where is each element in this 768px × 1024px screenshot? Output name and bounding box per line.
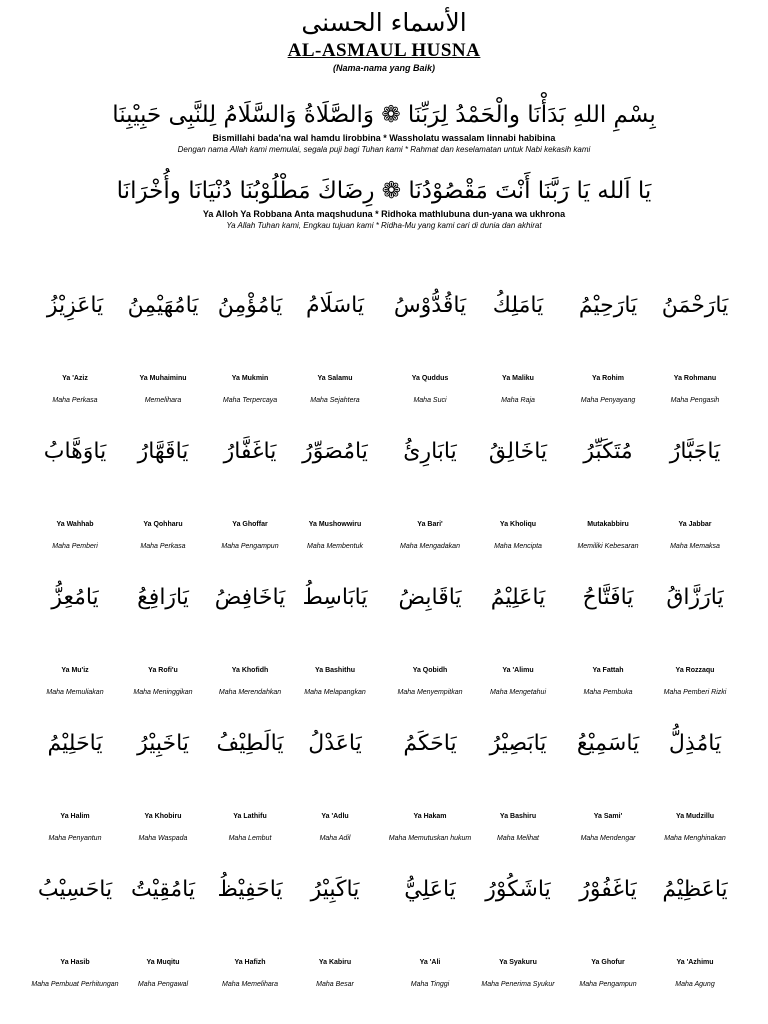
name-arabic: يَامُذِلُّ bbox=[668, 731, 722, 756]
name-transliteration: Ya Rofi'u bbox=[148, 667, 178, 674]
second-verse bbox=[0, 174, 768, 231]
name-arabic: يَاخَالِقُ bbox=[488, 439, 548, 464]
name-transliteration: Ya Qohharu bbox=[143, 521, 183, 528]
name-meaning: Memelihara bbox=[144, 397, 182, 404]
name-transliteration: Ya Muqitu bbox=[146, 959, 180, 966]
name-arabic: يَافَتَّاحُ bbox=[582, 585, 634, 610]
verse-transliteration: Bismillahi bada'na wal hamdu lirobbina * Wassholatu wassalam linnabi habibina bbox=[212, 133, 556, 143]
name-meaning: Maha Agung bbox=[675, 981, 715, 988]
name-cell bbox=[470, 580, 566, 704]
name-meaning: Maha Meninggikan bbox=[133, 689, 193, 696]
name-transliteration: Ya Lathifu bbox=[233, 813, 267, 820]
name-transliteration: Ya Muhaiminu bbox=[139, 375, 187, 382]
name-arabic: يَاعَلِيْمُ bbox=[490, 585, 546, 610]
name-arabic: يَابَصِيْرُ bbox=[489, 731, 547, 756]
opening-verse bbox=[0, 98, 768, 155]
names-row bbox=[0, 580, 768, 726]
name-cell bbox=[382, 434, 478, 558]
name-transliteration: Mutakabbiru bbox=[587, 521, 629, 528]
name-arabic: يَاحَلِيْمُ bbox=[47, 731, 103, 756]
name-cell bbox=[560, 726, 656, 850]
name-arabic: يَاقَابِضُ bbox=[398, 585, 462, 610]
names-row bbox=[0, 434, 768, 580]
name-meaning: Maha Pemberi Rizki bbox=[663, 689, 727, 696]
verse-meaning: Dengan nama Allah kami memulai, segala puji bagi Tuhan kami * Rahmat dan keselamatan untuk Nabi kekasih kami bbox=[177, 145, 591, 154]
name-arabic: يَاغَفَّارُ bbox=[223, 439, 277, 464]
name-cell bbox=[382, 872, 478, 996]
name-meaning: Maha Menghinakan bbox=[664, 835, 726, 842]
name-arabic: يَامُؤْمِنُ bbox=[217, 293, 283, 318]
name-meaning: Maha Memelihara bbox=[221, 981, 279, 988]
page-header bbox=[0, 6, 768, 74]
name-cell bbox=[560, 434, 656, 558]
name-cell bbox=[287, 872, 383, 996]
name-cell bbox=[470, 288, 566, 412]
name-meaning: Maha Raja bbox=[501, 397, 535, 404]
name-arabic: يَاحَسِيْبُ bbox=[37, 877, 113, 902]
name-cell bbox=[115, 434, 211, 558]
verse-meaning: Ya Allah Tuhan kami, Engkau tujuan kami * Ridha-Mu yang kami cari di dunia dan akhirat bbox=[226, 221, 542, 230]
name-transliteration: Ya Bari' bbox=[417, 521, 443, 528]
name-meaning: Maha Melihat bbox=[496, 835, 540, 842]
name-transliteration: Ya Kabiru bbox=[318, 959, 352, 966]
name-cell bbox=[115, 288, 211, 412]
name-cell bbox=[382, 288, 478, 412]
name-cell bbox=[560, 580, 656, 704]
name-transliteration: Ya Rozzaqu bbox=[675, 667, 715, 674]
name-meaning: Maha Besar bbox=[316, 981, 354, 988]
name-arabic: يَارَحْمَنُ bbox=[661, 293, 729, 318]
name-transliteration: Ya Hafizh bbox=[234, 959, 266, 966]
name-arabic: يَاعَظِيْمُ bbox=[662, 877, 728, 902]
name-transliteration: Ya 'Alimu bbox=[502, 667, 534, 674]
name-cell bbox=[560, 288, 656, 412]
names-grid bbox=[0, 288, 768, 1018]
name-meaning: Maha Lembut bbox=[228, 835, 272, 842]
name-meaning: Maha Merendahkan bbox=[218, 689, 282, 696]
name-transliteration: Ya Hakam bbox=[413, 813, 447, 820]
name-arabic: يَارَحِيْمُ bbox=[578, 293, 638, 318]
name-cell bbox=[647, 288, 743, 412]
name-transliteration: Ya Khofidh bbox=[231, 667, 269, 674]
name-cell bbox=[115, 726, 211, 850]
name-transliteration: Ya Kholiqu bbox=[499, 521, 537, 528]
name-cell bbox=[287, 288, 383, 412]
name-arabic: يَاعَلِيُّ bbox=[404, 877, 456, 902]
name-cell bbox=[287, 434, 383, 558]
name-meaning: Maha Memutuskan hukum bbox=[388, 835, 472, 842]
latin-title: AL-ASMAUL HUSNA bbox=[287, 40, 481, 61]
name-meaning: Maha Pengampun bbox=[579, 981, 637, 988]
name-cell bbox=[287, 580, 383, 704]
name-meaning: Maha Penyayang bbox=[580, 397, 636, 404]
name-arabic: يَارَزَّاقُ bbox=[666, 585, 724, 610]
name-cell bbox=[202, 288, 298, 412]
name-cell bbox=[27, 726, 123, 850]
name-transliteration: Ya Mu'iz bbox=[61, 667, 89, 674]
name-arabic: يَابَارِئُ bbox=[403, 439, 457, 464]
name-transliteration: Ya Wahhab bbox=[56, 521, 94, 528]
name-cell bbox=[27, 872, 123, 996]
name-meaning: Maha Mengetahui bbox=[489, 689, 547, 696]
name-cell bbox=[647, 872, 743, 996]
name-transliteration: Ya Fattah bbox=[592, 667, 624, 674]
name-arabic: يَامُصَوِّرُ bbox=[302, 439, 368, 464]
name-cell bbox=[382, 726, 478, 850]
name-transliteration: Ya Mushowwiru bbox=[308, 521, 362, 528]
name-arabic: يَابَاسِطُ bbox=[302, 585, 368, 610]
name-meaning: Maha Suci bbox=[413, 397, 447, 404]
name-meaning: Maha Mencipta bbox=[494, 543, 542, 550]
verse-arabic: بِسْمِ اللهِ بَدَأْنَا والْحَمْدُ لِرَبِّنَا ❁ وَالصَّلَاةُ وَالسَّلَامُ لِلنَّبِى حَبِيْبِنَا bbox=[112, 102, 656, 128]
name-arabic: يَارَافِعُ bbox=[137, 585, 189, 610]
name-arabic: يَاوَهَّابُ bbox=[43, 439, 107, 464]
name-arabic: يَاعَدْلُ bbox=[308, 731, 362, 756]
name-meaning: Maha Memuliakan bbox=[46, 689, 104, 696]
names-row bbox=[0, 288, 768, 434]
name-arabic: يَاقَهَّارُ bbox=[137, 439, 189, 464]
name-cell bbox=[202, 434, 298, 558]
name-meaning: Maha Sejahtera bbox=[310, 397, 360, 404]
name-meaning: Maha Melapangkan bbox=[304, 689, 366, 696]
name-cell bbox=[470, 434, 566, 558]
name-transliteration: Ya Ghofur bbox=[591, 959, 625, 966]
name-meaning: Memiliki Kebesaran bbox=[577, 543, 639, 550]
name-meaning: Maha Pengampun bbox=[221, 543, 279, 550]
name-meaning: Maha Membentuk bbox=[306, 543, 364, 550]
name-cell bbox=[470, 726, 566, 850]
name-cell bbox=[115, 580, 211, 704]
name-transliteration: Ya Halim bbox=[60, 813, 90, 820]
name-arabic: يَاعَزِيْزُ bbox=[46, 293, 104, 318]
name-cell bbox=[27, 434, 123, 558]
name-cell bbox=[202, 580, 298, 704]
name-arabic: يَامُقِيْتُ bbox=[131, 877, 195, 902]
name-transliteration: Ya Rohmanu bbox=[673, 375, 717, 382]
name-meaning: Maha Mendengar bbox=[580, 835, 636, 842]
name-transliteration: Ya Hasib bbox=[60, 959, 90, 966]
verse-arabic: يَا اَلله يَا رَبَّنَا أَنْتَ مَقْصُوْدُنَا ❁ رِضَاكَ مَطْلُوْبُنَا دُنْيَانَا وأُخْرَانَا bbox=[116, 178, 652, 204]
name-arabic: يَاسَلَامُ bbox=[305, 293, 364, 318]
name-transliteration: Ya Maliku bbox=[502, 375, 534, 382]
name-arabic: يَامُعِزُّ bbox=[51, 585, 99, 610]
name-meaning: Maha Penyantun bbox=[48, 835, 102, 842]
name-transliteration: Ya Sami' bbox=[593, 813, 623, 820]
name-meaning: Maha Tinggi bbox=[410, 981, 450, 988]
name-arabic: يَاحَكَمُ bbox=[403, 731, 457, 756]
name-transliteration: Ya Bashiru bbox=[499, 813, 537, 820]
verse-transliteration: Ya Alloh Ya Robbana Anta maqshuduna * Ridhoka mathlubuna dun-yana wa ukhrona bbox=[202, 209, 566, 219]
name-transliteration: Ya 'Azhimu bbox=[676, 959, 714, 966]
name-meaning: Maha Memaksa bbox=[670, 543, 720, 550]
name-arabic: يَاغَفُوْرُ bbox=[579, 877, 637, 902]
name-cell bbox=[647, 726, 743, 850]
name-meaning: Maha Pembuat Perhitungan bbox=[31, 981, 119, 988]
name-cell bbox=[647, 434, 743, 558]
name-cell bbox=[202, 726, 298, 850]
name-meaning: Maha Waspada bbox=[138, 835, 188, 842]
name-arabic: مُتَكَبِّرُ bbox=[583, 439, 633, 464]
name-arabic: يَاشَكُوْرُ bbox=[485, 877, 551, 902]
name-transliteration: Ya Khobiru bbox=[144, 813, 182, 820]
name-cell bbox=[202, 872, 298, 996]
name-transliteration: Ya 'Aziz bbox=[62, 375, 88, 382]
name-meaning: Maha Perkasa bbox=[140, 543, 186, 550]
name-meaning: Maha Perkasa bbox=[52, 397, 98, 404]
name-arabic: يَامُهَيْمِنُ bbox=[127, 293, 199, 318]
name-meaning: Maha Mengadakan bbox=[400, 543, 460, 550]
name-meaning: Maha Pemberi bbox=[52, 543, 98, 550]
name-meaning: Maha Menyempitkan bbox=[397, 689, 463, 696]
name-transliteration: Ya 'Ali bbox=[419, 959, 441, 966]
name-cell bbox=[287, 726, 383, 850]
name-transliteration: Ya Salamu bbox=[317, 375, 353, 382]
name-transliteration: Ya Bashithu bbox=[314, 667, 356, 674]
name-transliteration: Ya Jabbar bbox=[678, 521, 712, 528]
name-arabic: يَاقُدُّوْسُ bbox=[393, 293, 467, 318]
name-transliteration: Ya 'Adlu bbox=[321, 813, 349, 820]
name-transliteration: Ya Mukmin bbox=[231, 375, 269, 382]
name-meaning: Maha Terpercaya bbox=[222, 397, 278, 404]
name-cell bbox=[27, 580, 123, 704]
name-meaning: Maha Pembuka bbox=[583, 689, 633, 696]
name-meaning: Maha Penerima Syukur bbox=[481, 981, 555, 988]
name-meaning: Maha Adil bbox=[319, 835, 351, 842]
name-cell bbox=[115, 872, 211, 996]
name-transliteration: Ya Quddus bbox=[411, 375, 449, 382]
name-cell bbox=[647, 580, 743, 704]
name-cell bbox=[560, 872, 656, 996]
name-transliteration: Ya Syakuru bbox=[499, 959, 537, 966]
names-row bbox=[0, 726, 768, 872]
name-transliteration: Ya Rohim bbox=[592, 375, 624, 382]
name-cell bbox=[470, 872, 566, 996]
name-arabic: يَاسَمِيْعُ bbox=[576, 731, 640, 756]
name-transliteration: Ya Qobidh bbox=[412, 667, 448, 674]
name-transliteration: Ya Ghoffar bbox=[232, 521, 268, 528]
name-arabic: يَالَطِيْفُ bbox=[216, 731, 284, 756]
subtitle: (Nama-nama yang Baik) bbox=[332, 63, 436, 73]
names-row bbox=[0, 872, 768, 1018]
name-cell bbox=[27, 288, 123, 412]
name-arabic: يَاخَافِضُ bbox=[214, 585, 286, 610]
name-transliteration: Ya Mudzillu bbox=[675, 813, 715, 820]
arabic-title: الأسماء الحسنى bbox=[301, 8, 467, 37]
name-arabic: يَاخَبِيْرُ bbox=[137, 731, 189, 756]
name-meaning: Maha Pengasih bbox=[670, 397, 720, 404]
name-arabic: يَاكَبِيْرُ bbox=[310, 877, 360, 902]
name-arabic: يَامَلِكُ bbox=[492, 293, 544, 318]
name-arabic: يَاجَبَّارُ bbox=[669, 439, 721, 464]
name-meaning: Maha Pengawal bbox=[137, 981, 189, 988]
name-arabic: يَاحَفِيْظُ bbox=[217, 877, 283, 902]
name-cell bbox=[382, 580, 478, 704]
